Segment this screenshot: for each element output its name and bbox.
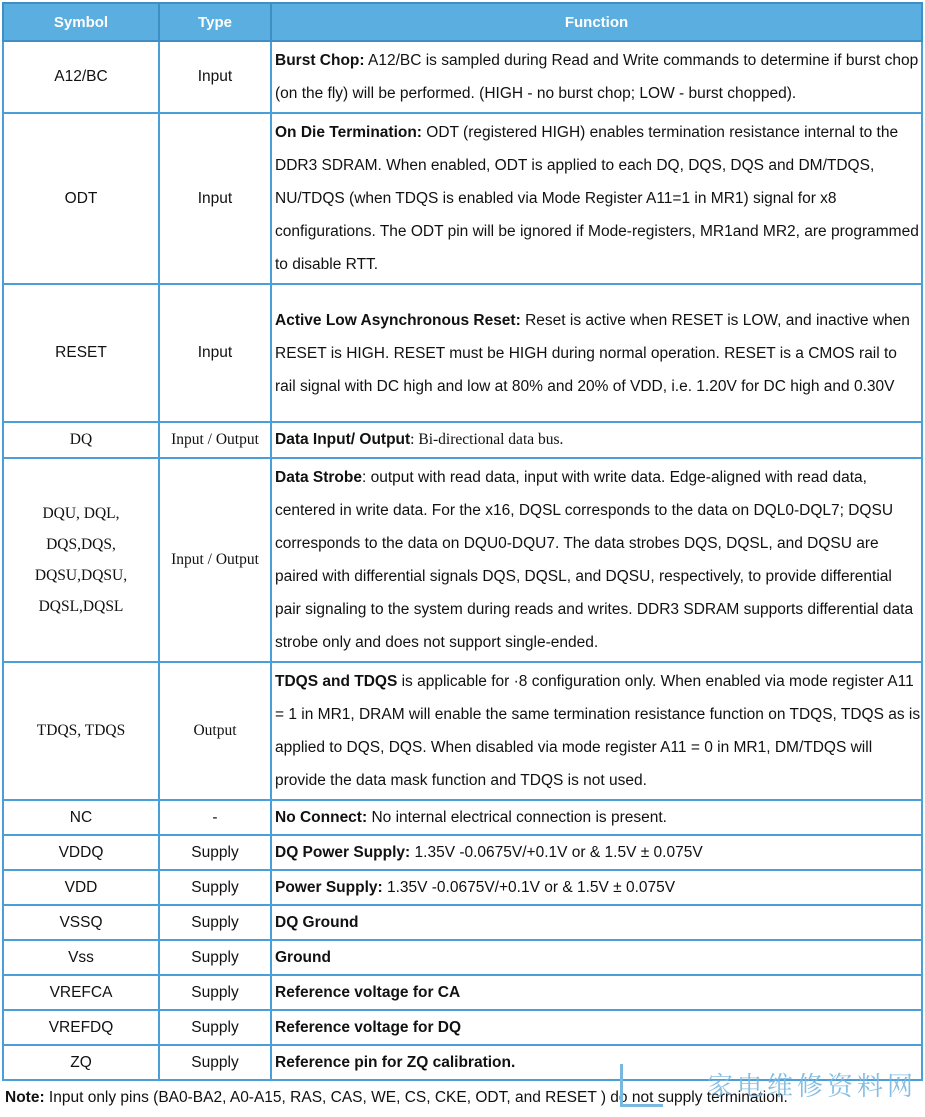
row-symbol: ODT xyxy=(3,113,159,284)
table-row xyxy=(3,870,922,905)
watermark: 家电维修资料网 xyxy=(706,1072,917,1102)
table-row xyxy=(3,113,922,284)
note-label: Note: xyxy=(5,1089,45,1106)
row-symbol xyxy=(3,458,159,662)
row-type: Input / Output xyxy=(159,422,271,458)
function-text: No internal electrical connection is present. xyxy=(367,808,667,826)
header-symbol: Symbol xyxy=(3,3,159,41)
function-title: On Die Termination: xyxy=(275,124,422,141)
function-title: TDQS and TDQS xyxy=(275,673,398,690)
row-type: Input xyxy=(159,284,271,422)
table-row xyxy=(3,458,922,662)
function-title: DQ Power Supply: xyxy=(275,843,411,861)
function-title: Reference voltage for CA xyxy=(275,983,461,1001)
function-title: Power Supply: xyxy=(275,878,383,896)
row-symbol: VREFDQ xyxy=(3,1010,159,1045)
row-type: Input xyxy=(159,41,271,113)
watermark-logo-icon xyxy=(620,1064,663,1107)
function-title: Data Input/ Output xyxy=(275,431,411,448)
function-text: A12/BC is sampled during Read and Write commands to determine if burst chop (on the fly) will be performed. (HIGH - no burst chop; LOW - burst chopped). xyxy=(275,52,919,102)
row-function xyxy=(271,1010,922,1045)
row-symbol: A12/BC xyxy=(3,41,159,113)
row-type: Input / Output xyxy=(159,458,271,662)
row-symbol: VREFCA xyxy=(3,975,159,1010)
row-symbol: RESET xyxy=(3,284,159,422)
function-text: : Bi-directional data bus. xyxy=(410,431,564,448)
function-title: Data Strobe xyxy=(275,469,362,486)
symbol-line: DQSU,DQSU, xyxy=(34,567,128,584)
function-text: ODT (registered HIGH) enables termination resistance internal to the DDR3 SDRAM. When enabled, ODT is applied to each DQ, DQS, DQS and DM/TDQS, NU/TDQS (when TDQS is enabled via Mode Register A11=1 in MR1) signal for x8 configurations. The ODT pin will be ignored if Mode-registers, MR1and MR2, are programmed to disable RTT. xyxy=(275,124,919,273)
table-row xyxy=(3,1010,922,1045)
row-function xyxy=(271,800,922,835)
function-text: is applicable for ·8 configuration only. When enabled via mode register A11 = 1 in MR1, DRAM will enable the same termination resistance function on TDQS, TDQS as is applied to DQS, DQS. When disabled via mode register A11 = 0 in MR1, DM/TDQS will provide the data mask function and TDQS is not used. xyxy=(275,673,921,789)
row-symbol: VSSQ xyxy=(3,905,159,940)
symbol-line: DQU, DQL, xyxy=(42,505,120,522)
function-title: Ground xyxy=(275,948,331,966)
row-type: Supply xyxy=(159,940,271,975)
row-function xyxy=(271,113,922,284)
function-title: DQ Ground xyxy=(275,913,359,931)
table-header-row xyxy=(3,3,922,41)
row-function xyxy=(271,422,922,458)
symbol-line: DQS,DQS, xyxy=(46,536,116,553)
table-row xyxy=(3,940,922,975)
row-type: Supply xyxy=(159,905,271,940)
row-function xyxy=(271,662,922,800)
row-symbol: ZQ xyxy=(3,1045,159,1080)
function-text: 1.35V -0.0675V/+0.1V or & 1.5V ± 0.075V xyxy=(410,843,703,861)
row-type: Supply xyxy=(159,835,271,870)
symbol-line: DQSL,DQSL xyxy=(38,598,124,615)
table-row xyxy=(3,800,922,835)
header-type: Type xyxy=(159,3,271,41)
row-type: Output xyxy=(159,662,271,800)
row-symbol: NC xyxy=(3,800,159,835)
row-symbol: VDDQ xyxy=(3,835,159,870)
row-symbol: VDD xyxy=(3,870,159,905)
row-function xyxy=(271,870,922,905)
function-text: : output with read data, input with write data. Edge-aligned with read data, centered in write data. For the x16, DQSL corresponds to the data on DQL0-DQL7; DQSU corresponds to the data on DQU0-DQU7. The data strobes DQS, DQSL, and DQSU are paired with differential signals DQS, DQSL, and DQSU, respectively, to provide differential pair signaling to the system during reads and writes. DDR3 SDRAM supports differential data strobe only and does not support single-ended. xyxy=(275,469,914,651)
row-symbol: TDQS, TDQS xyxy=(3,662,159,800)
row-function xyxy=(271,835,922,870)
table-row xyxy=(3,835,922,870)
pin-description-table xyxy=(2,2,923,1081)
function-title: Reference voltage for DQ xyxy=(275,1018,462,1036)
pin-description-table-container xyxy=(2,2,921,1117)
table-row xyxy=(3,422,922,458)
function-title: Reference pin for ZQ calibration. xyxy=(275,1053,516,1071)
table-row xyxy=(3,284,922,422)
function-text: 1.35V -0.0675V/+0.1V or & 1.5V ± 0.075V xyxy=(382,878,676,896)
header-function: Function xyxy=(271,3,922,41)
function-title: No Connect: xyxy=(275,808,368,826)
row-type: - xyxy=(159,800,271,835)
row-function xyxy=(271,458,922,662)
row-symbol: DQ xyxy=(3,422,159,458)
row-function xyxy=(271,41,922,113)
row-symbol: Vss xyxy=(3,940,159,975)
row-type: Input xyxy=(159,113,271,284)
table-row xyxy=(3,41,922,113)
row-function xyxy=(271,940,922,975)
function-text: Reset is active when RESET is LOW, and inactive when RESET is HIGH. RESET must be HIGH during normal operation. RESET is a CMOS rail to rail signal with DC high and low at 80% and 20% of VDD, i.e. 1.20V for DC high and 0.30V xyxy=(275,311,910,395)
table-row xyxy=(3,975,922,1010)
row-type: Supply xyxy=(159,1010,271,1045)
row-function xyxy=(271,284,922,422)
function-title: Burst Chop: xyxy=(275,52,365,69)
note-text: Input only pins (BA0-BA2, A0-A15, RAS, CAS, WE, CS, CKE, ODT, and RESET ) do not supply termination. xyxy=(44,1089,788,1106)
row-type: Supply xyxy=(159,1045,271,1080)
table-row xyxy=(3,662,922,800)
table-row xyxy=(3,905,922,940)
row-function xyxy=(271,975,922,1010)
row-type: Supply xyxy=(159,975,271,1010)
row-type: Supply xyxy=(159,870,271,905)
row-function xyxy=(271,905,922,940)
function-title: Active Low Asynchronous Reset: xyxy=(275,311,521,329)
